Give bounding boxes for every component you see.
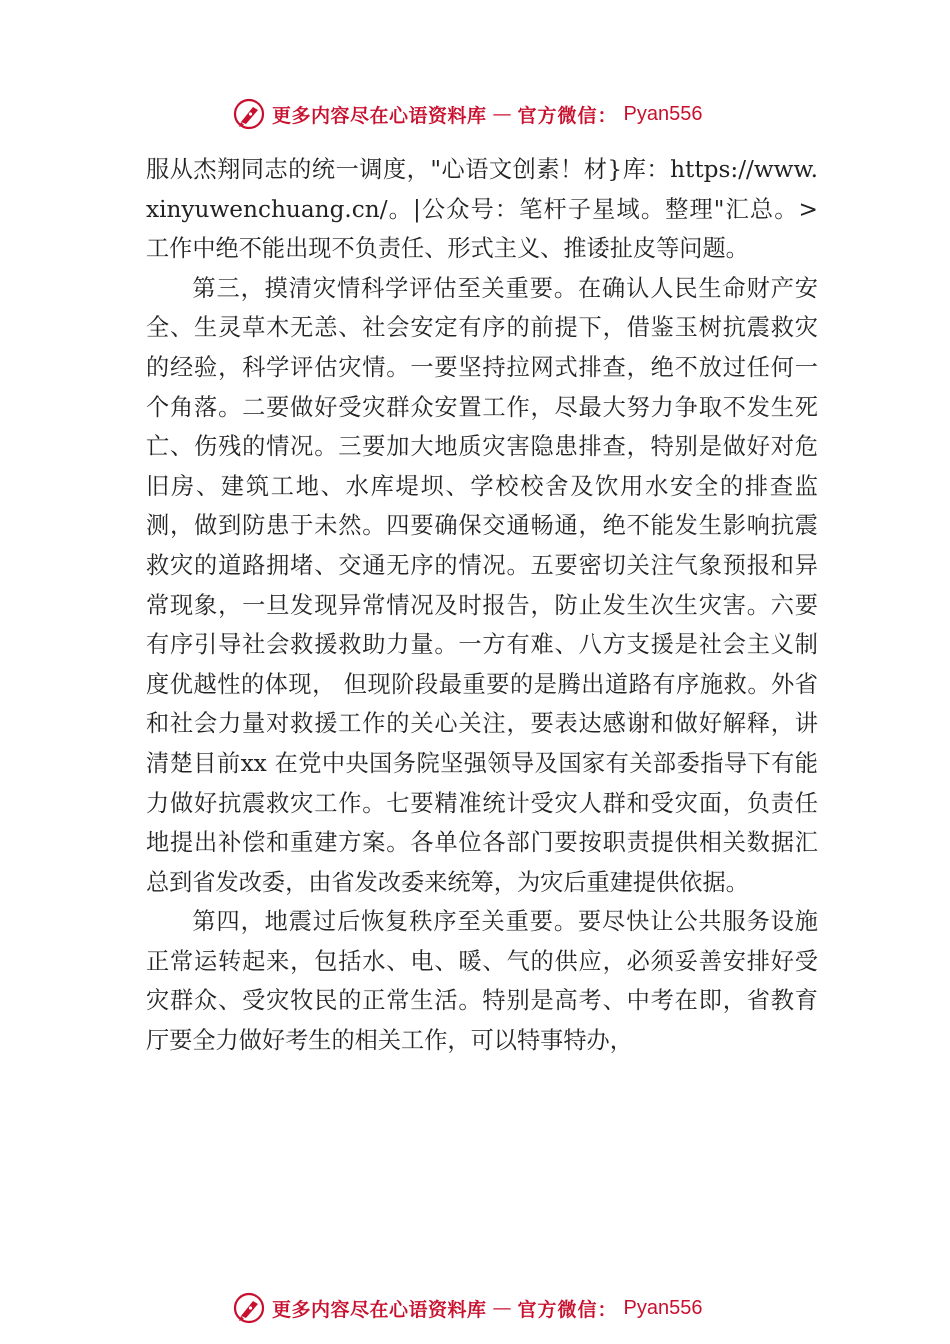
banner-wechat-id: Pyan556 <box>623 102 703 125</box>
pen-nib-logo-icon <box>232 1291 266 1325</box>
banner-separator: — <box>492 1297 512 1319</box>
paragraph-fourth-point: 第四，地震过后恢复秩序至关重要。要尽快让公共服务设施正常运转起来，包括水、电、暖、气的供应，必须妥善安排好受灾群众、受灾牧民的正常生活。特别是高考、中考在即，省教育厅要全力做好考生的相关工作，可以特事特办， <box>146 908 818 1055</box>
footer-banner <box>232 1291 703 1325</box>
banner-title: 更多内容尽在心语资料库 <box>272 1298 487 1321</box>
document-body <box>146 150 818 1061</box>
paragraph-third-point: 第三，摸清灾情科学评估至关重要。在确认人民生命财产安全、生灵草木无恙、社会安定有序的前提下，借鉴玉树抗震救灾的经验，科学评估灾情。一要坚持拉网式排查，绝不放过任何一个角落。二要做好受灾群众安置工作，尽最大努力争取不发生死亡、伤残的情况。三要加大地质灾害隐患排查，特别是做好对危旧房、建筑工地、水库堤坝、学校校舍及饮用水安全的排查监测，做到防患于未然。四要确保交通畅通，绝不能发生影响抗震救灾的道路拥堵、交通无序的情况。五要密切关注气象预报和异常现象，一旦发现异常情况及时报告，防止发生次生灾害。六要有序引导社会救援救助力量。一方有难、八方支援是社会主义制度优越性的体现， 但现阶段最重要的是腾出道路有序施救。外省和社会力量对救援工作的关心关注，要表达感谢和做好解释，讲清楚目前xx 在党中央国务院坚强领导及国家有关部委指导下有能力做好抗震救灾工作。七要精准统计受灾人群和受灾面，负责任地提出补偿和重建方案。各单位各部门要按职责提供相关数据汇总到省发改委，由省发改委来统筹，为灾后重建提供依据。 <box>146 274 818 896</box>
paragraph-continuation: 服从杰翔同志的统一调度，"心语文创素！材}库：https://www.xinyuwenchuang.cn/。|公众号：笔杆子星域。整理"汇总。>工作中绝不能出现不负责任、形式主义、推诿扯皮等问题。 <box>146 156 818 263</box>
banner-separator: — <box>492 103 512 125</box>
pen-nib-logo-icon <box>232 97 266 131</box>
banner-wechat-label: 官方微信： <box>517 1298 618 1321</box>
banner-wechat-label: 官方微信： <box>517 104 618 127</box>
banner-wechat-id: Pyan556 <box>623 1296 703 1319</box>
header-banner <box>232 97 703 131</box>
banner-title: 更多内容尽在心语资料库 <box>272 104 487 127</box>
